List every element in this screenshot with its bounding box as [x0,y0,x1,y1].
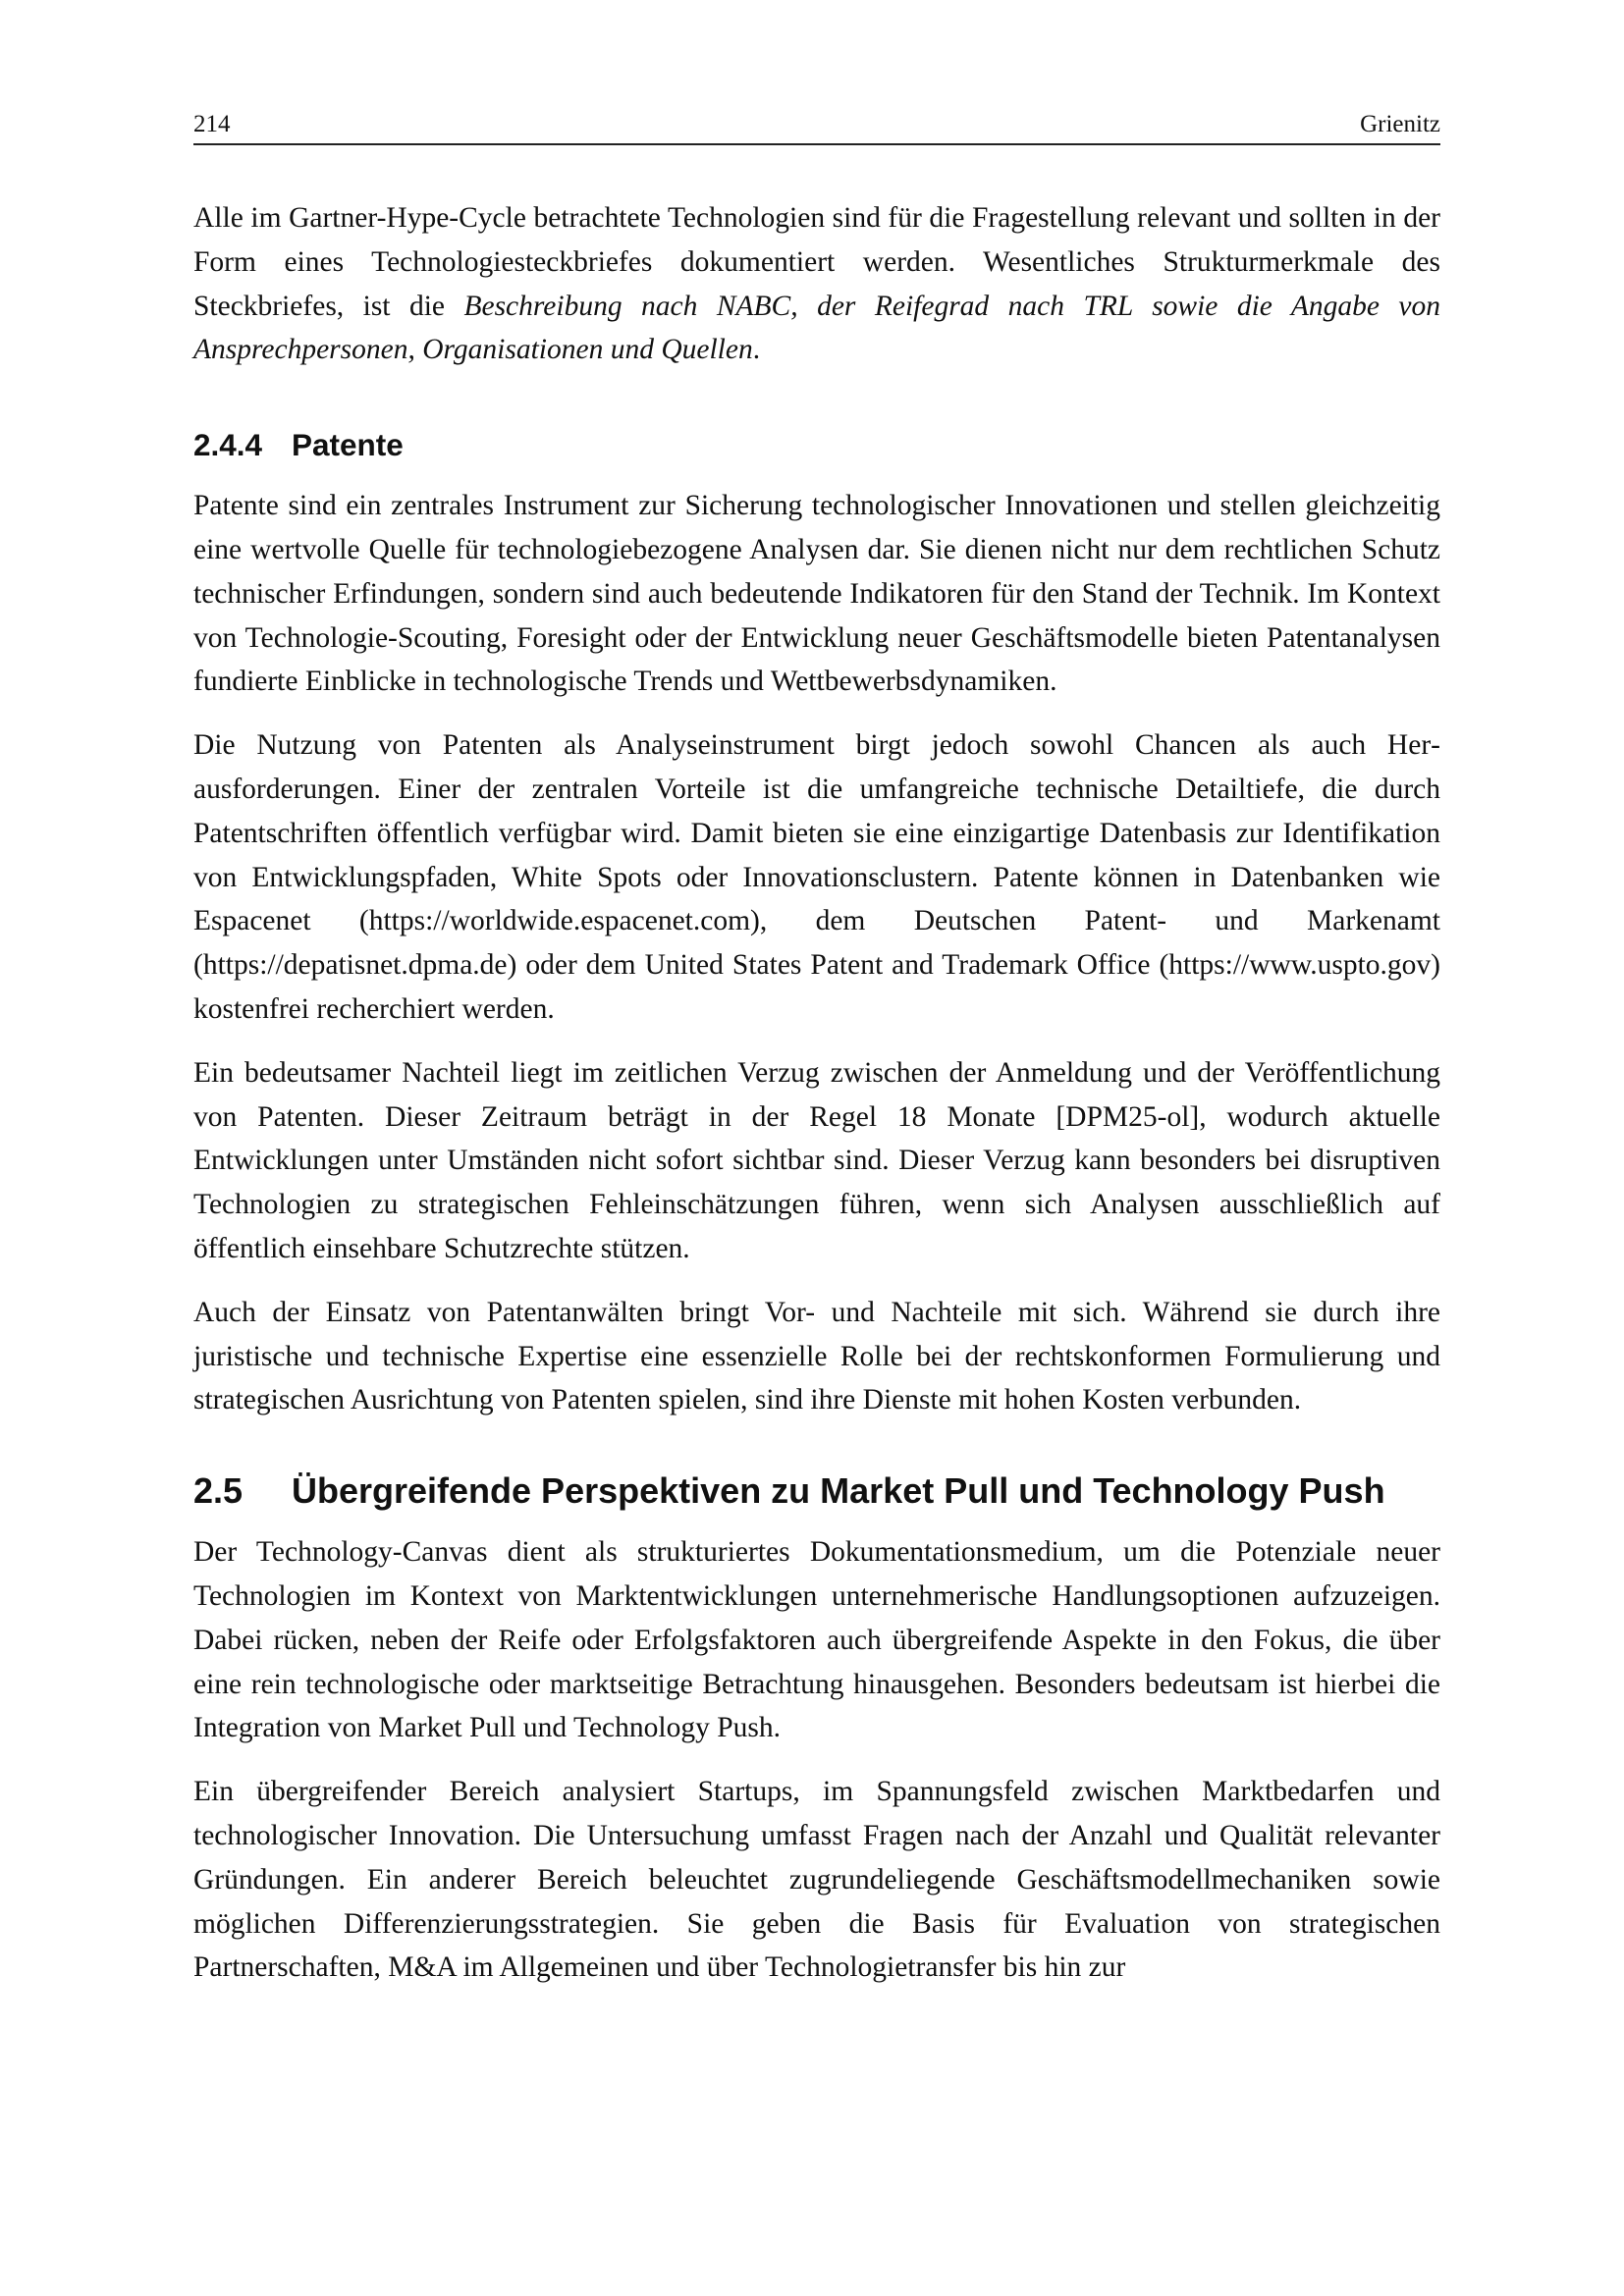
intro-paragraph [193,196,1440,372]
intro-text-start: Alle im Gartner-Hype-Cycle betrachtete Technologien sind für die Fragestellung relevant und sollten in der Form eines Technologiesteckbriefes dokumentiert werden. Wesentliches Strukturmerkmale des Steckbriefes, ist die [193,202,1440,322]
section-number: 2.5 [193,1470,244,1512]
section-heading-perspektiven [193,1469,1440,1513]
body-paragraph: Die Nutzung von Patenten als Analyseinstrument birgt jedoch sowohl Chancen als auch Herausforderungen. Einer der zentralen Vorteile ist die umfangreiche technische Detailtiefe, die durch Patentschriften öffentlich verfügbar wird. Damit bieten sie eine einzigartige Datenbasis zur Identifikation von Entwicklungspfaden, White Spots oder Innovationsclustern. Patente können in Datenbanken wie Espacenet (https://worldwide.espacenet.com), dem Deutschen Patent- und Markenamt (https://depatisnet.dpma.de) oder dem United States Patent and Trademark Office (https://www.uspto.gov) kostenfrei recherchiert werden. [193,729,1440,1025]
body-paragraph: Auch der Einsatz von Patentanwälten bringt Vor- und Nachteile mit sich. Während sie durch ihre juristische und technische Expertise eine essenzielle Rolle bei der rechtskonformen Formulierung und strategischen Ausrichtung von Patenten spielen, sind ihre Dienste mit hohen Kosten verbunden. [193,1296,1440,1416]
body-paragraph: Ein bedeutsamer Nachteil liegt im zeitlichen Verzug zwischen der Anmeldung und der Veröffentlichung von Patenten. Dieser Zeitraum beträgt in der Regel 18 Monate [DPM25-ol], wodurch aktuelle Entwicklungen unter Umständen nicht sofort sichtbar sind. Dieser Verzug kann besonders bei disruptiven Technologien zu strategischen Fehleinschätzungen führen, wenn sich Analysen ausschließlich auf öffentlich einsehbare Schutzrechte stützen. [193,1056,1440,1264]
section-title: Übergreifende Perspektiven zu Market Pull und Technology Push [292,1470,1385,1512]
page [193,106,1440,1990]
running-header [193,106,1440,145]
page-number: 214 [193,111,231,137]
running-header-author: Grienitz [1360,111,1440,137]
intro-text-end: . [752,334,761,366]
body-paragraph: Patente sind ein zentrales Instrument zur Sicherung technologischer Innovationen und stellen gleichzeitig eine wertvolle Quelle für technologiebezogene Analysen dar. Sie dienen nicht nur dem rechtlichen Schutz technischer Erfindungen, sondern sind auch bedeutende Indikatoren für den Stand der Technik. Im Kontext von Technologie-Scouting, Foresight oder der Entwicklung neuer Geschäftsmodelle bieten Patentanalysen fundierte Einblicke in technologische Trends und Wettbewerbsdynamiken. [193,490,1440,698]
body-paragraph: Ein übergreifender Bereich analysiert Startups, im Spannungsfeld zwischen Marktbedarfen und technologischer Innovation. Die Untersuchung umfasst Fragen nach der Anzahl und Qualität relevanter Gründungen. Ein anderer Bereich beleuchtet zugrundeliegende Geschäftsmodellmechaniken sowie möglichen Differenzierungsstrategien. Sie geben die Basis für Evaluation von strategischen Partnerschaften, M&A im Allgemeinen und über Technologietransfer bis hin zur [193,1776,1440,1984]
section-number: 2.4.4 [193,427,263,463]
body-paragraph: Der Technology-Canvas dient als strukturiertes Dokumentationsmedium, um die Potenziale neuer Technologien im Kontext von Marktentwicklungen unternehmerische Handlungsoptionen aufzuzeigen. Dabei rücken, neben der Reife oder Erfolgsfaktoren auch übergreifende Aspekte in den Fokus, die über eine rein technologische oder marktseitige Betrachtung hinausgehen. Besonders bedeutsam ist hierbei die Integration von Market Pull und Technology Push. [193,1536,1440,1744]
intro-italic-text: Beschreibung nach NABC, der Reifegrad nach TRL sowie die Angabe von Ansprechpersonen, Organisationen und Quellen [193,290,1440,366]
section-title: Patente [292,427,404,463]
section-heading-patente [193,425,1440,464]
